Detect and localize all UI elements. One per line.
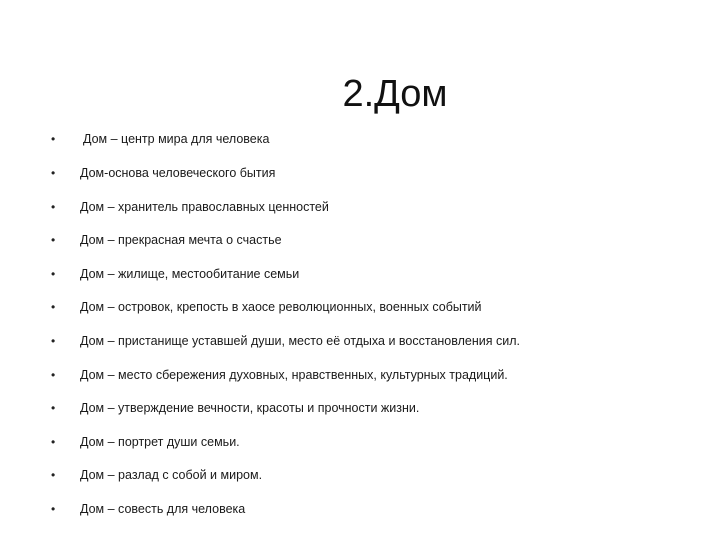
list-item <box>0 331 720 351</box>
bullet-dot-icon: • <box>51 334 56 348</box>
list-item <box>0 230 720 250</box>
bullet-dot-icon: • <box>51 401 56 415</box>
list-item <box>0 432 720 452</box>
list-item <box>0 398 720 418</box>
list-item <box>0 465 720 485</box>
bullet-dot-icon: • <box>51 368 56 382</box>
list-item <box>0 297 720 317</box>
list-item <box>0 365 720 385</box>
bullet-dot-icon: • <box>51 132 56 146</box>
bullet-dot-icon: • <box>51 267 56 281</box>
list-item-text: Дом – разлад с собой и миром. <box>80 468 263 482</box>
list-item-text: Дом-основа человеческого бытия <box>80 166 276 180</box>
list-item-text: Дом – место сбережения духовных, нравственных, культурных традиций. <box>80 368 508 382</box>
list-item-text: Дом – пристанище уставшей души, место её отдыха и восстановления сил. <box>80 334 520 348</box>
bullet-dot-icon: • <box>51 468 56 482</box>
list-item-text: Дом – совесть для человека <box>80 502 246 516</box>
list-item-text: Дом – утверждение вечности, красоты и прочности жизни. <box>80 401 420 415</box>
bullet-dot-icon: • <box>51 233 56 247</box>
bullet-dot-icon: • <box>51 502 56 516</box>
list-item <box>0 129 720 149</box>
list-item-text: Дом – хранитель православных ценностей <box>80 200 329 214</box>
list-item-text: Дом – островок, крепость в хаосе революционных, военных событий <box>80 300 482 314</box>
list-item-text: Дом – портрет души семьи. <box>80 435 240 449</box>
bullet-dot-icon: • <box>51 435 56 449</box>
list-item <box>0 499 720 519</box>
list-item-text: Дом – прекрасная мечта о счастье <box>80 233 282 247</box>
slide-title: 2.Дом <box>342 73 448 116</box>
bullet-dot-icon: • <box>51 200 56 214</box>
list-item <box>0 163 720 183</box>
list-item <box>0 197 720 217</box>
bullet-dot-icon: • <box>51 166 56 180</box>
bullet-dot-icon: • <box>51 300 56 314</box>
list-item <box>0 264 720 284</box>
list-item-text: Дом – жилище, местообитание семьи <box>80 267 300 281</box>
list-item-text: Дом – центр мира для человека <box>83 132 270 146</box>
